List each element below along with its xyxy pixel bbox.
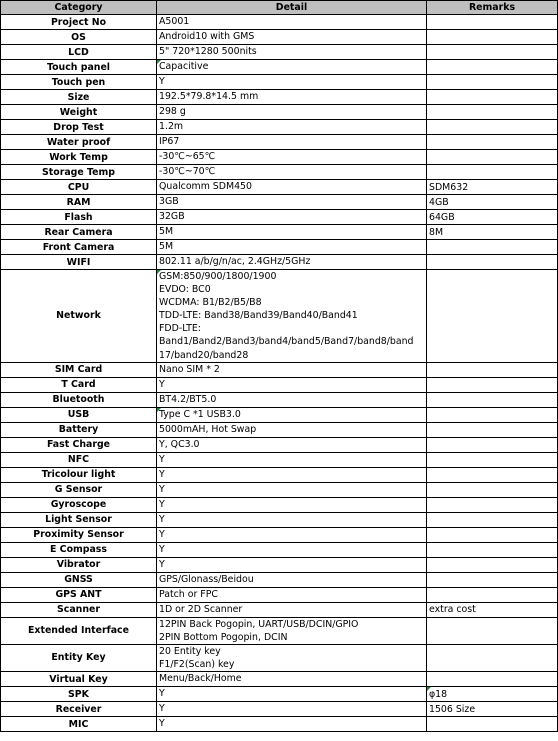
detail-cell[interactable] [157, 225, 427, 240]
table-row [1, 210, 558, 225]
table-row [1, 165, 558, 180]
category-cell[interactable]: Water proof [1, 135, 157, 150]
detail-cell[interactable] [157, 30, 427, 45]
remarks-cell[interactable]: 1506 Size [427, 702, 558, 717]
detail-cell[interactable] [157, 542, 427, 557]
detail-line: FDD-LTE: [159, 323, 201, 335]
table-row [1, 255, 558, 270]
detail-line: Y [159, 484, 165, 496]
remarks-cell[interactable]: extra cost [427, 602, 558, 617]
remarks-cell[interactable]: SDM632 [427, 180, 558, 195]
table-row [1, 557, 558, 572]
remarks-cell[interactable] [427, 512, 558, 527]
table-row [1, 602, 558, 617]
detail-line: 1.2m [159, 121, 184, 133]
detail-line: TDD-LTE: Band38/Band39/Band40/Band41 [159, 310, 358, 322]
category-cell[interactable]: Storage Temp [1, 165, 157, 180]
detail-cell[interactable] [157, 195, 427, 210]
detail-cell[interactable] [157, 105, 427, 120]
category-cell[interactable]: Front Camera [1, 240, 157, 255]
detail-line: Y [159, 499, 165, 511]
category-cell[interactable]: Touch panel [1, 60, 157, 75]
detail-cell[interactable] [157, 210, 427, 225]
category-cell[interactable]: Work Temp [1, 150, 157, 165]
table-row [1, 437, 558, 452]
detail-line: Band1/Band2/Band3/band4/band5/Band7/band8/band [159, 336, 414, 348]
detail-cell[interactable] [157, 75, 427, 90]
remarks-cell[interactable]: 64GB [427, 210, 558, 225]
table-row [1, 195, 558, 210]
detail-line: 5" 720*1280 500nits [159, 46, 257, 58]
detail-line: 20 Entity key [159, 645, 221, 657]
table-row [1, 542, 558, 557]
detail-cell[interactable] [157, 512, 427, 527]
detail-line: Y [159, 703, 165, 715]
table-row [1, 362, 558, 377]
category-cell[interactable]: SPK [1, 687, 157, 702]
remarks-cell[interactable] [427, 717, 558, 732]
detail-cell[interactable] [157, 240, 427, 255]
category-cell[interactable]: Scanner [1, 602, 157, 617]
category-cell[interactable]: CPU [1, 180, 157, 195]
detail-cell[interactable] [157, 702, 427, 717]
remarks-cell[interactable] [427, 165, 558, 180]
table-row [1, 90, 558, 105]
remarks-cell[interactable] [427, 240, 558, 255]
detail-cell[interactable] [157, 377, 427, 392]
category-cell[interactable]: WIFI [1, 255, 157, 270]
table-row [1, 702, 558, 717]
category-cell[interactable]: Entity Key [1, 644, 157, 671]
detail-cell[interactable] [157, 90, 427, 105]
remarks-cell[interactable] [427, 60, 558, 75]
detail-line: GSM:850/900/1800/1900 [159, 271, 277, 282]
detail-line: Y [159, 514, 165, 526]
detail-cell[interactable] [157, 437, 427, 452]
detail-line: A5001 [159, 16, 190, 28]
detail-line: -30℃~70℃ [159, 166, 216, 178]
detail-cell[interactable] [157, 270, 427, 363]
detail-line: Y [159, 529, 165, 541]
detail-cell[interactable] [157, 422, 427, 437]
category-cell[interactable]: Touch pen [1, 75, 157, 90]
detail-cell[interactable] [157, 120, 427, 135]
remarks-cell[interactable] [427, 672, 558, 687]
remarks-cell[interactable] [427, 255, 558, 270]
detail-line: 192.5*79.8*14.5 mm [159, 91, 259, 103]
detail-line: F1/F2(Scan) key [159, 658, 235, 670]
category-cell[interactable]: Virtual Key [1, 672, 157, 687]
category-cell[interactable]: USB [1, 407, 157, 422]
detail-line: Nano SIM * 2 [159, 364, 220, 376]
table-row [1, 572, 558, 587]
table-row [1, 270, 558, 363]
detail-line: Type C *1 USB3.0 [159, 409, 241, 421]
remarks-cell[interactable] [427, 572, 558, 587]
header-category[interactable]: Category [1, 1, 157, 15]
header-remarks[interactable]: Remarks [427, 1, 558, 15]
category-cell[interactable]: T Card [1, 377, 157, 392]
table-row [1, 15, 558, 30]
category-cell[interactable]: GPS ANT [1, 587, 157, 602]
detail-line: EVDO: BC0 [159, 284, 211, 296]
detail-cell[interactable] [157, 497, 427, 512]
category-cell[interactable]: Receiver [1, 702, 157, 717]
detail-cell[interactable] [157, 557, 427, 572]
category-cell[interactable]: Bluetooth [1, 392, 157, 407]
detail-line: Y, QC3.0 [159, 439, 200, 451]
remarks-cell[interactable] [427, 527, 558, 542]
category-cell[interactable]: Gyroscope [1, 497, 157, 512]
remarks-cell[interactable]: 4GB [427, 195, 558, 210]
category-cell[interactable]: Tricolour light [1, 467, 157, 482]
table-row [1, 225, 558, 240]
detail-cell[interactable] [157, 165, 427, 180]
category-cell[interactable]: Project No [1, 15, 157, 30]
remarks-cell[interactable] [427, 75, 558, 90]
detail-line: Patch or FPC [159, 589, 218, 601]
remarks-cell[interactable] [427, 617, 558, 644]
table-row [1, 407, 558, 422]
remarks-cell[interactable] [427, 90, 558, 105]
detail-cell[interactable] [157, 180, 427, 195]
detail-line: Y [159, 688, 165, 700]
detail-line: 5M [159, 226, 174, 238]
detail-cell[interactable] [157, 644, 427, 671]
detail-line: Y [159, 76, 165, 88]
detail-line: 12PIN Back Pogopin, UART/USB/DCIN/GPIO [159, 618, 359, 630]
table-row [1, 120, 558, 135]
detail-cell[interactable] [157, 135, 427, 150]
detail-cell[interactable] [157, 672, 427, 687]
remarks-cell[interactable]: 8M [427, 225, 558, 240]
detail-cell[interactable] [157, 362, 427, 377]
category-cell[interactable]: Extended Interface [1, 617, 157, 644]
table-row [1, 135, 558, 150]
category-cell[interactable]: G Sensor [1, 482, 157, 497]
table-row [1, 105, 558, 120]
detail-cell[interactable] [157, 617, 427, 644]
detail-line: Android10 with GMS [159, 31, 255, 43]
remarks-cell[interactable] [427, 120, 558, 135]
remarks-cell[interactable] [427, 392, 558, 407]
detail-line: Y [159, 379, 165, 391]
detail-line: 1D or 2D Scanner [159, 604, 243, 616]
detail-cell[interactable] [157, 602, 427, 617]
category-cell[interactable]: GNSS [1, 572, 157, 587]
category-cell[interactable]: Vibrator [1, 557, 157, 572]
category-cell[interactable]: Light Sensor [1, 512, 157, 527]
detail-line: BT4.2/BT5.0 [159, 394, 217, 406]
category-cell[interactable]: MIC [1, 717, 157, 732]
detail-line: 32GB [159, 211, 185, 223]
detail-line: Y [159, 544, 165, 556]
table-row [1, 467, 558, 482]
remarks-cell[interactable] [427, 150, 558, 165]
detail-cell[interactable] [157, 45, 427, 60]
spec-body [1, 15, 558, 732]
detail-line: Menu/Back/Home [159, 673, 242, 685]
detail-cell[interactable] [157, 392, 427, 407]
table-row [1, 644, 558, 671]
table-row [1, 45, 558, 60]
remarks-cell[interactable] [427, 542, 558, 557]
detail-cell[interactable] [157, 150, 427, 165]
detail-line: 5000mAH, Hot Swap [159, 424, 257, 436]
detail-line: Y [159, 469, 165, 481]
table-row [1, 392, 558, 407]
table-row [1, 512, 558, 527]
table-row [1, 717, 558, 732]
category-cell[interactable]: Drop Test [1, 120, 157, 135]
detail-line: Y [159, 559, 165, 571]
table-row [1, 527, 558, 542]
remarks-cell[interactable] [427, 105, 558, 120]
remarks-cell[interactable] [427, 497, 558, 512]
remarks-cell[interactable] [427, 482, 558, 497]
category-cell[interactable]: Weight [1, 105, 157, 120]
table-row [1, 617, 558, 644]
remarks-cell[interactable] [427, 452, 558, 467]
table-row [1, 75, 558, 90]
remarks-cell[interactable] [427, 135, 558, 150]
remarks-cell[interactable] [427, 377, 558, 392]
remarks-cell[interactable] [427, 362, 558, 377]
detail-cell[interactable] [157, 482, 427, 497]
detail-cell[interactable] [157, 527, 427, 542]
table-row [1, 587, 558, 602]
table-row [1, 672, 558, 687]
table-row [1, 30, 558, 45]
detail-cell[interactable] [157, 255, 427, 270]
table-row [1, 180, 558, 195]
remarks-cell[interactable] [427, 437, 558, 452]
detail-cell[interactable] [157, 717, 427, 732]
remarks-cell[interactable] [427, 30, 558, 45]
category-cell[interactable]: SIM Card [1, 362, 157, 377]
detail-line: 298 g [159, 106, 186, 118]
detail-line: IP67 [159, 136, 180, 148]
header-row [1, 1, 558, 15]
table-row [1, 377, 558, 392]
detail-line: 3GB [159, 196, 179, 208]
table-row [1, 452, 558, 467]
category-cell[interactable]: Size [1, 90, 157, 105]
category-cell[interactable]: OS [1, 30, 157, 45]
detail-line: 17/band20/band28 [159, 349, 249, 361]
remarks-cell[interactable] [427, 467, 558, 482]
remarks-cell[interactable] [427, 422, 558, 437]
category-cell[interactable]: LCD [1, 45, 157, 60]
detail-cell[interactable] [157, 687, 427, 702]
remarks-cell[interactable]: φ18 [427, 687, 558, 702]
detail-line: 5M [159, 241, 174, 253]
category-cell[interactable]: NFC [1, 452, 157, 467]
table-row [1, 687, 558, 702]
detail-line: 2PIN Bottom Pogopin, DCIN [159, 631, 288, 643]
detail-cell[interactable] [157, 60, 427, 75]
detail-line: 802.11 a/b/g/n/ac, 2.4GHz/5GHz [159, 256, 311, 268]
remarks-cell[interactable] [427, 407, 558, 422]
remarks-cell[interactable] [427, 15, 558, 30]
table-row [1, 482, 558, 497]
category-cell[interactable]: RAM [1, 195, 157, 210]
detail-cell[interactable] [157, 467, 427, 482]
remarks-cell[interactable] [427, 644, 558, 671]
remarks-cell[interactable] [427, 270, 558, 363]
detail-cell[interactable] [157, 572, 427, 587]
category-cell[interactable]: Flash [1, 210, 157, 225]
header-detail[interactable]: Detail [157, 1, 427, 15]
table-row [1, 422, 558, 437]
category-cell[interactable]: Battery [1, 422, 157, 437]
category-cell[interactable]: Network [1, 270, 157, 363]
table-row [1, 497, 558, 512]
detail-cell[interactable] [157, 452, 427, 467]
category-cell[interactable]: Fast Charge [1, 437, 157, 452]
detail-cell[interactable] [157, 15, 427, 30]
remarks-cell[interactable] [427, 45, 558, 60]
table-row [1, 60, 558, 75]
detail-cell[interactable] [157, 587, 427, 602]
table-row [1, 150, 558, 165]
remarks-cell[interactable] [427, 587, 558, 602]
detail-line: Y [159, 718, 165, 730]
detail-line: Y [159, 454, 165, 466]
detail-line: Capacitive [159, 61, 209, 73]
category-cell[interactable]: E Compass [1, 542, 157, 557]
detail-line: -30℃~65℃ [159, 151, 216, 163]
table-row [1, 240, 558, 255]
category-cell[interactable]: Rear Camera [1, 225, 157, 240]
detail-line: GPS/Glonass/Beidou [159, 574, 254, 586]
remarks-cell[interactable] [427, 557, 558, 572]
category-cell[interactable]: Proximity Sensor [1, 527, 157, 542]
detail-line: WCDMA: B1/B2/B5/B8 [159, 297, 262, 309]
detail-cell[interactable] [157, 407, 427, 422]
detail-line: Qualcomm SDM450 [159, 181, 252, 193]
